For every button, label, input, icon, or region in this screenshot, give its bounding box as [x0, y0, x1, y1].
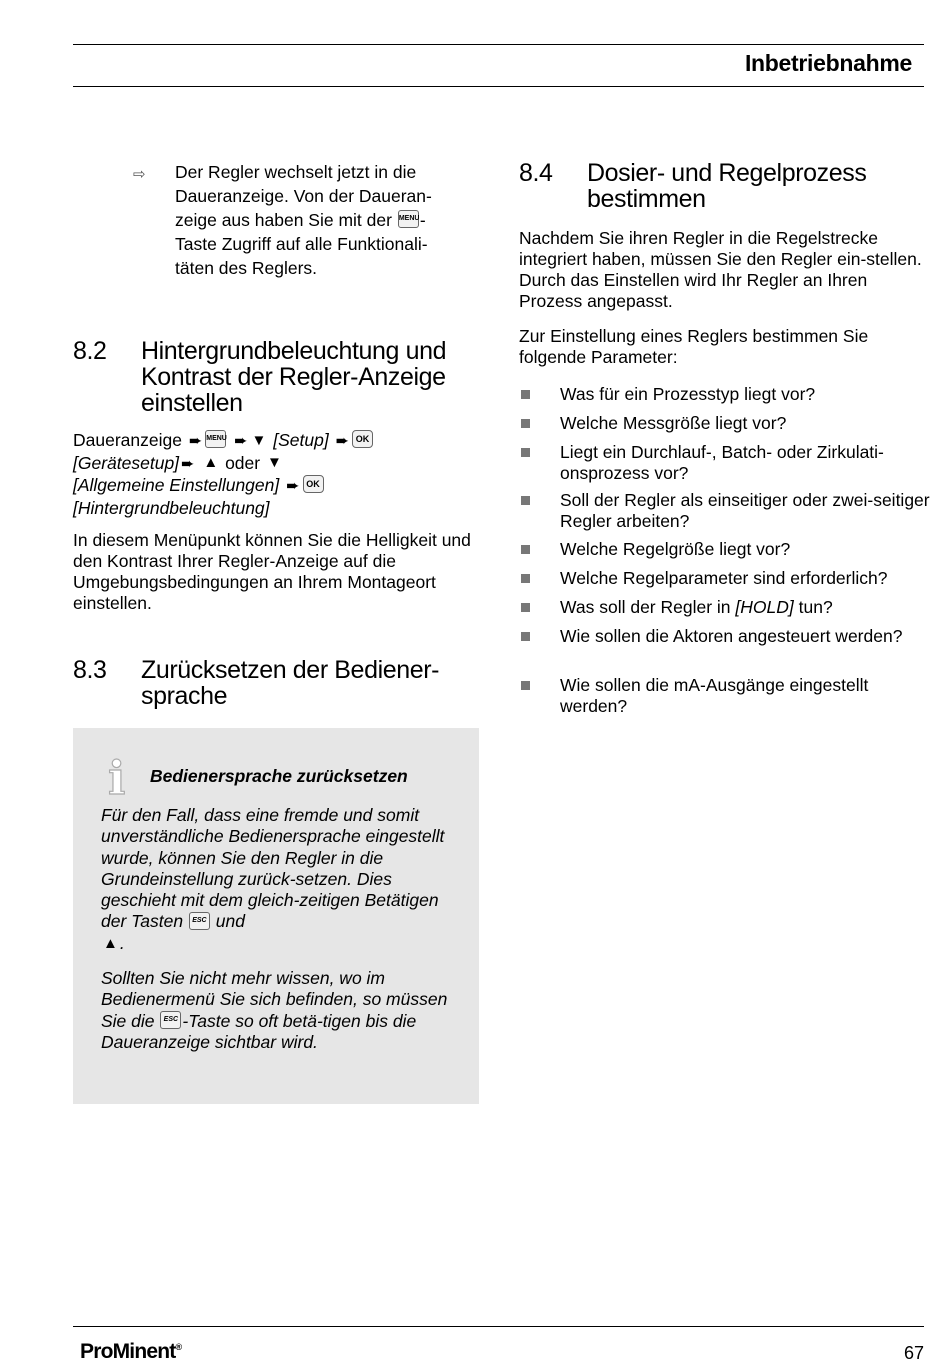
note-title: Bedienersprache zurücksetzen	[150, 766, 408, 786]
nav-arrow-icon: ➨	[335, 433, 350, 450]
header-rule-bottom	[73, 86, 924, 87]
bullet-square-icon	[521, 632, 530, 641]
info-note-box	[73, 728, 479, 1104]
up-key-icon: ▲	[103, 934, 118, 952]
bullet-square-icon	[521, 419, 530, 428]
nav-arrow-icon: ➨	[181, 455, 195, 473]
running-title: Inbetriebnahme	[744, 50, 912, 76]
section-number: 8.2	[73, 337, 107, 365]
footer-rule	[73, 1326, 924, 1327]
menu-path: Daueranzeige ➨ MENU ➨ ▼ [Setup] ➨ OK [Gerätesetup] ➨ ▲ oder ▼ [Allgemeine Einstellungen] ➨ OK [Hintergrundbeleuchtung]	[73, 430, 479, 519]
esc-key-icon: ESC	[160, 1011, 181, 1029]
section-heading-8-2	[73, 338, 479, 418]
menu-key-icon: MENU	[398, 210, 419, 228]
bullet-square-icon	[521, 496, 530, 505]
result-text: Der Regler wechselt jetzt in die Daueranzeige. Von der Daueran-zeige aus haben Sie mit der MENU-Taste Zugriff auf alle Funktionali-täten des Reglers.	[175, 162, 432, 278]
menu-key-icon: MENU	[205, 430, 226, 448]
result-arrow-icon: ⇨	[133, 166, 146, 183]
section-heading-8-4	[519, 160, 925, 216]
esc-key-icon: ESC	[189, 912, 210, 930]
brand-logo: ProMinent®	[80, 1340, 182, 1363]
section-title: Hintergrundbeleuchtung und Kontrast der Regler-Anzeige einstellen	[141, 337, 447, 417]
nav-arrow-icon: ➨	[188, 433, 203, 450]
down-key-icon: ▼	[251, 431, 267, 449]
info-icon: i	[108, 751, 126, 805]
section-number: 8.3	[73, 656, 107, 684]
bullet-square-icon	[521, 681, 530, 690]
nav-arrow-icon: ➨	[286, 478, 300, 495]
note-paragraph-2: Sollten Sie nicht mehr wissen, wo im Bedienermenü Sie sich befinden, so müssen Sie die ESC -Taste so oft betä-tigen bis die Daueranzeige sichtbar wird.	[101, 968, 448, 1052]
bullet-square-icon	[521, 448, 530, 457]
section-8-4-paragraph-2: Zur Einstellung eines Reglers bestimmen Sie folgende Parameter:	[519, 326, 869, 367]
section-title: Dosier- und Regelprozess bestimmen	[587, 159, 867, 213]
bullet-square-icon	[521, 545, 530, 554]
note-paragraph-1: Für den Fall, dass eine fremde und somit unverständliche Bedienersprache eingestellt wurde, können Sie den Regler in die Grundeinstellung zurück-setzen. Dies geschieht mit dem gleich-zeitigen Betätigen der Tasten ESC und ▲ .	[101, 805, 445, 953]
bullet-square-icon	[521, 603, 530, 612]
nav-arrow-icon: ➨	[234, 433, 248, 450]
section-8-2-body: In diesem Menüpunkt können Sie die Helligkeit und den Kontrast Ihrer Regler-Anzeige auf die Umgebungsbedingungen an Ihrem Montageort einstellen.	[73, 530, 471, 613]
down-key-icon: ▼	[266, 454, 282, 472]
section-number: 8.4	[519, 159, 553, 187]
bullet-square-icon	[521, 390, 530, 399]
section-title: Zurücksetzen der Bediener-sprache	[141, 656, 440, 710]
page-number: 67	[903, 1343, 924, 1363]
header-rule-top	[73, 44, 924, 45]
ok-key-icon: OK	[303, 475, 324, 493]
bullet-square-icon	[521, 574, 530, 583]
section-heading-8-3	[73, 657, 479, 713]
section-8-4-paragraph-1: Nachdem Sie ihren Regler in die Regelstrecke integriert haben, müssen Sie den Regler ein-stellen. Durch das Einstellen wird Ihr Regler an Ihren Prozess angepasst.	[519, 228, 922, 311]
up-key-icon: ▲	[203, 454, 219, 472]
ok-key-icon: OK	[352, 430, 373, 448]
